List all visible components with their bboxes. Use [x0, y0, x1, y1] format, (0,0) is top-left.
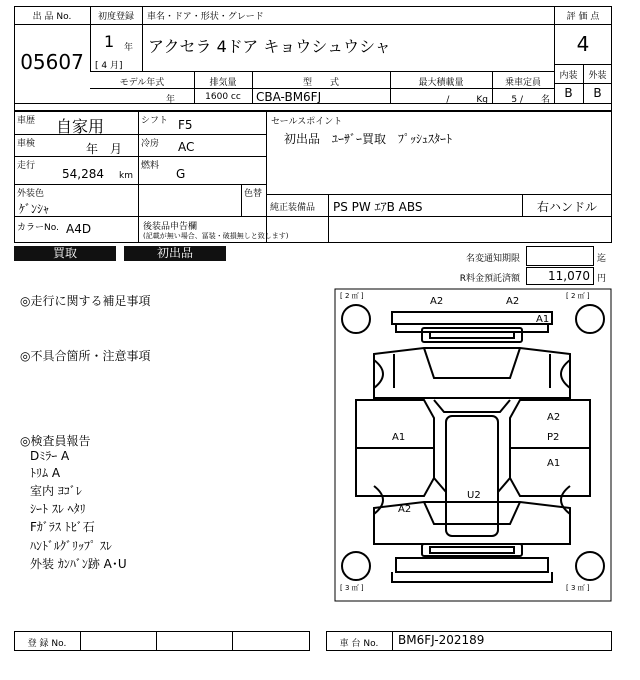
exterior-color-label: 外装色: [17, 189, 45, 199]
fuel-label: 燃料: [141, 161, 160, 171]
interior-grade: B: [564, 86, 573, 100]
damage-mark: P2: [547, 432, 560, 443]
chassis-label: 車 台 No.: [339, 639, 379, 649]
lot-no-label: 出 品 No.: [32, 12, 72, 22]
type-label: 型 式: [302, 78, 339, 88]
first-reg-year-unit: 年: [124, 43, 134, 53]
mileage-unit: km: [119, 171, 133, 181]
badge-purchase: 買取: [14, 246, 116, 261]
equipment: PS PW ｴｱB ABS: [333, 200, 423, 214]
damage-mark: A1: [536, 314, 550, 325]
inspection: 年 月: [86, 142, 123, 156]
fuel: G: [176, 167, 186, 181]
damage-mark: A1: [392, 432, 406, 443]
first-reg-month: [ 4 月]: [95, 61, 123, 71]
type: CBA-BM6FJ: [256, 90, 322, 104]
car-name: アクセラ 4ドア キョウシュウシャ: [148, 37, 391, 56]
diagram-corner-label: [ 2 ㎡ ]: [340, 292, 364, 300]
steering: 右ハンドル: [536, 200, 597, 214]
sales-point: 初出品 ﾕｰｻﾞｰ買取 ﾌﾟｯｼｭｽﾀｰﾄ: [284, 132, 453, 146]
first-reg-year: 1: [104, 32, 115, 51]
displacement-label: 排気量: [209, 78, 237, 88]
defects-notes-title: ◎不具合箇所・注意事項: [20, 349, 151, 363]
damage-mark: A2: [547, 412, 561, 423]
equipment-label: 純正装備品: [270, 203, 316, 213]
car-damage-diagram: [334, 288, 612, 602]
diagram-corner-label: [ 3 ㎡ ]: [340, 584, 364, 592]
car-name-label: 車名・ドア・形状・グレード: [147, 12, 264, 22]
score: 4: [576, 32, 590, 56]
reg-no-label: 登 録 No.: [27, 639, 67, 649]
damage-mark: A2: [430, 296, 444, 307]
inspector-item: ｼｰﾄ ｽﾚ ﾍﾀﾘ: [30, 502, 86, 516]
mileage-label: 走行: [17, 161, 36, 171]
recycle-amount: 11,070: [548, 269, 590, 283]
damage-mark: A1: [547, 458, 561, 469]
lot-no: 05607: [20, 50, 84, 74]
inspector-item: ﾊﾝﾄﾞﾙｸﾞﾘｯﾌﾟ ｽﾚ: [30, 539, 112, 553]
color-change-label: 色替: [244, 189, 263, 199]
transfer-deadline-unit: 迄: [597, 254, 607, 264]
first-reg-label: 初度登録: [97, 12, 134, 22]
model-year-label: モデル年式: [119, 78, 165, 88]
chassis-no: BM6FJ-202189: [398, 633, 485, 647]
inspector-report-title: ◎検査員報告: [20, 434, 91, 448]
badge-first-listing: 初出品: [124, 246, 226, 261]
sales-point-label: セールスポイント: [271, 117, 343, 127]
inspector-item: Dﾐﾗｰ A: [30, 449, 70, 463]
model-year-unit: 年: [166, 95, 176, 105]
inspection-label: 車検: [17, 139, 36, 149]
ac-label: 冷房: [141, 139, 160, 149]
color-no-label: カラーNo.: [17, 223, 59, 233]
transfer-deadline-label: 名変通知期限: [465, 254, 520, 264]
inspector-item: ﾄﾘﾑ A: [30, 466, 61, 480]
shift: F5: [178, 118, 193, 132]
shift-label: シフト: [141, 116, 169, 126]
max-load-label: 最大積載量: [418, 78, 464, 88]
exterior-label: 外装: [588, 71, 607, 81]
ac: AC: [178, 140, 195, 154]
recycle-label: R料金預託済額: [459, 274, 520, 284]
aftermarket-note: (記載が無い場合、冨装・破損無しと致します): [143, 232, 289, 240]
driving-notes-title: ◎走行に関する補足事項: [20, 294, 151, 308]
mileage: 54,284: [62, 167, 104, 181]
inspector-item: 室内 ﾖｺﾞﾚ: [30, 484, 82, 498]
max-load: / Kg: [446, 95, 488, 105]
inspector-item: Fｶﾞﾗｽ ﾄﾋﾞ石: [30, 520, 95, 534]
history-label: 車歴: [17, 116, 36, 126]
damage-mark: A2: [506, 296, 520, 307]
aftermarket-label: 後装品申告欄: [143, 222, 198, 232]
recycle-unit: 円: [597, 274, 607, 284]
exterior-grade: B: [593, 86, 602, 100]
inspector-item: 外装 ｶﾝﾊﾞﾝ跡 A･U: [30, 557, 127, 571]
damage-mark: U2: [467, 490, 481, 501]
capacity-label: 乗車定員: [504, 78, 541, 88]
interior-label: 内装: [559, 71, 578, 81]
exterior-color: ｹﾞﾝｼｬ: [19, 202, 50, 216]
capacity: 5 / 名: [511, 95, 550, 105]
history: 自家用: [56, 117, 105, 136]
damage-mark: A2: [398, 504, 412, 515]
diagram-corner-label: [ 2 ㎡ ]: [566, 292, 590, 300]
transfer-deadline-box: [526, 246, 594, 266]
score-label: 評 価 点: [566, 12, 600, 22]
displacement: 1600 cc: [205, 92, 241, 102]
diagram-corner-label: [ 3 ㎡ ]: [566, 584, 590, 592]
color-no: A4D: [66, 222, 92, 236]
